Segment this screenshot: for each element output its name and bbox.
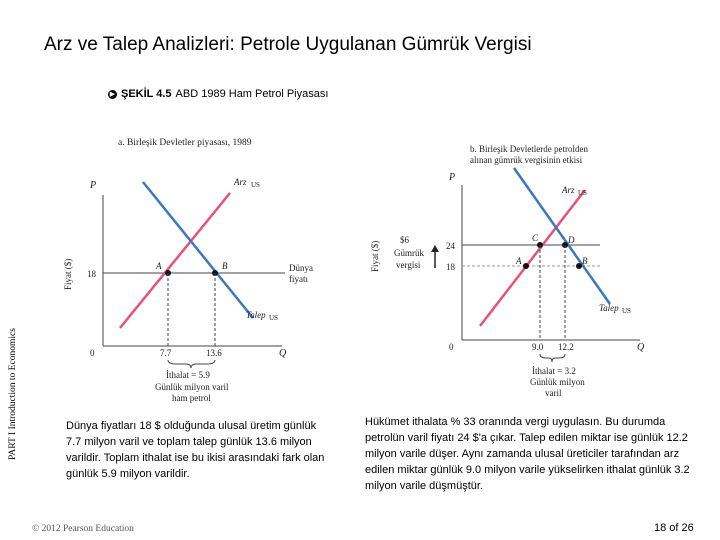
panel-a-world-price-label-1: Dünya [289,263,313,273]
panel-b-tax-3: vergisi [396,260,421,270]
panel-b-price-tick-high: 24 [446,241,455,251]
panel-a-supply-label: Arz [234,177,247,187]
panel-b-title-2: alınan gümrük vergisinin etkisi [470,155,583,165]
panel-b-title-1: b. Birleşik Devletlerde petrolden [470,144,588,154]
panel-b-unit-1: Günlük milyon [530,377,585,387]
panel-b-origin: 0 [449,342,454,352]
panel-b-tax-1: $6 [400,235,409,245]
panel-b-point-a-label: A [516,256,522,266]
panel-a-unit-1: Günlük milyon varil [155,382,229,392]
side-label: PART I Introduction to Economics [8,328,18,460]
panel-a-q-tick-1: 7.7 [160,348,172,358]
figure-caption-text: ABD 1989 Ham Petrol Piyasası [175,88,329,100]
panel-b-supply-label: Arz [562,185,575,195]
panel-b-import-brace [540,354,565,362]
panel-b-y-axis-label: Fiyat ($) [370,240,380,272]
panel-a-demand-curve [143,182,253,318]
page-number: 18 of 26 [654,522,694,534]
panel-b-demand-label: Talep [599,303,619,313]
panel-a-supply-curve [120,193,230,328]
panel-a-demand-sub: US [269,314,278,322]
right-explanation: Hükümet ithalata % 33 oranında vergi uygulasın. Bu durumda petrolün varil fiyatı 24 $'a çıkar. Talep edilen miktar ise günlük 12.2 milyon varile düşer. Aynı zamanda ulusal üreticiler tarafından arz edilen miktar günlük 9.0 milyon varile yükselirken ithalat günlük 3.2 milyon varile düşmüştür. [365,416,690,492]
panel-a-point-b-label: B [222,261,228,271]
panel-b-q-label: Q [637,342,645,353]
panel-a-q-label: Q [279,348,287,359]
panel-b-p-label: P [449,172,456,183]
panel-a-world-price-label-2: fiyatı [289,274,308,284]
panel-b-tax-2: Gümrük [394,248,424,258]
panel-a-import-brace [168,360,215,368]
panel-a-title: a. Birleşik Devletler piyasası, 1989 [118,138,252,148]
panel-a-origin: 0 [90,348,95,358]
panel-a-supply-sub: US [251,181,260,189]
panel-b-q-tick-2: 12.2 [558,342,574,352]
figure-number: ŞEKİL 4.5 [121,88,172,100]
slide-title: Arz ve Talep Analizleri: Petrole Uygulanan Gümrük Vergisi [44,34,532,55]
panel-b-q-tick-1: 9.0 [532,342,544,352]
panel-b-point-c-label: C [532,233,539,243]
panel-a-price-tick: 18 [87,269,96,279]
panel-a-y-axis-label: Fiyat ($) [63,258,73,290]
panel-b-point-a [523,263,529,269]
panel-b-price-tick-low: 18 [446,262,455,272]
panel-b-import-label: İthalat = 3.2 [532,366,576,376]
panel-a-q-tick-2: 13.6 [206,348,222,358]
panel-a-demand-label: Talep [246,310,266,320]
panel-a-p-label: P [90,180,97,191]
panel-b-supply-sub: US [578,189,587,197]
panel-b [370,144,645,398]
panel-b-point-b-label: B [582,256,588,266]
panel-a-import-label: İthalat = 5.9 [166,370,210,380]
panel-a-unit-2: ham petrol [172,393,211,403]
panel-b-tax-arrow-head [431,245,439,252]
figure-icon: ▶ [109,90,116,98]
panel-a-point-a-label: A [156,261,162,271]
panel-b-supply-curve [480,190,585,326]
copyright: © 2012 Pearson Education [32,524,134,534]
panel-a [63,138,313,403]
panel-b-unit-2: varil [545,388,562,398]
panel-b-demand-sub: US [622,307,631,315]
left-explanation: Dünya fiyatları 18 $ olduğunda ulusal üretim günlük 7.7 milyon varil ve toplam talep günlük 13.6 milyon varildir. Toplam ithalat ise bu ikisi arasındaki fark olan günlük 5.9 milyon varildir. [66,420,325,480]
panel-b-point-d-label: D [568,235,575,245]
